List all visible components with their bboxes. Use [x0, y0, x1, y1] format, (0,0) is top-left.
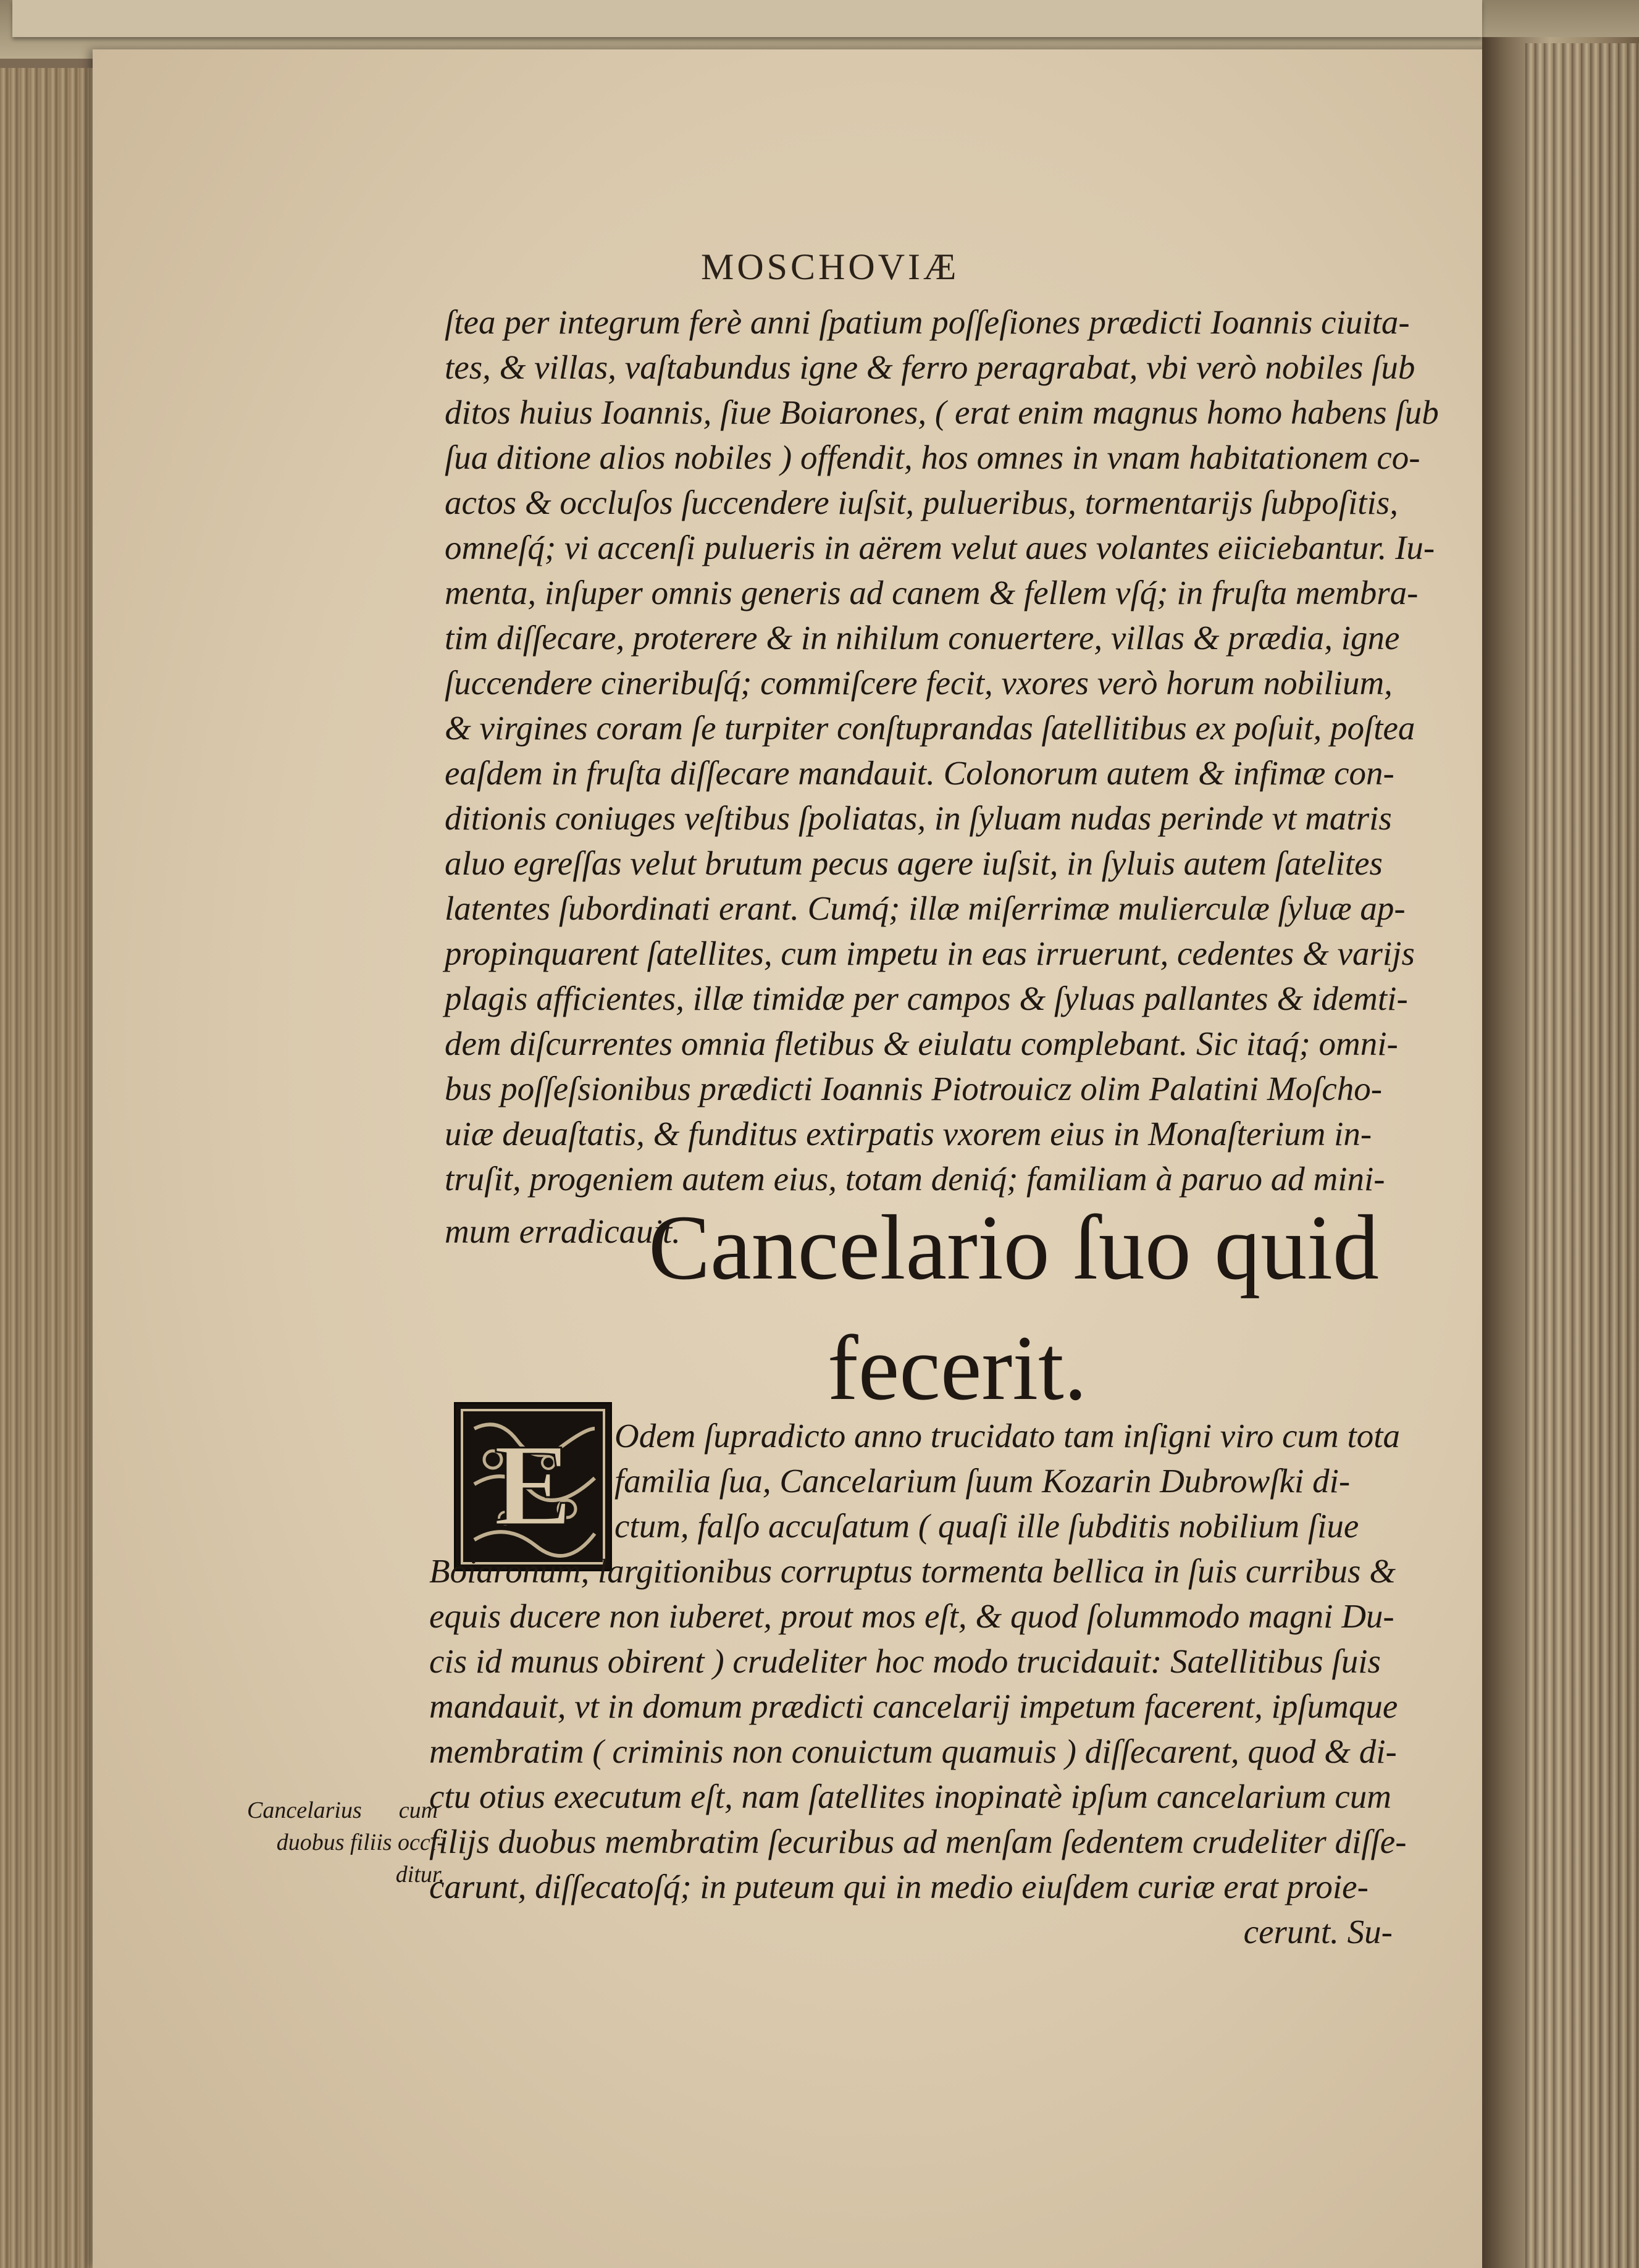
text-line: tim diſſecare, proterere & in nihilum conuertere, villas & prædia, igne — [445, 619, 1400, 657]
text-line: propinquarent ſatellites, cum impetu in eas irruerunt, cedentes & varijs — [445, 934, 1415, 972]
paragraph-line: mandauit, vt in domum prædicti cancelarij impetum facerent, ipſumque — [429, 1687, 1398, 1725]
text-line: plagis afficientes, illæ timidæ per campos & ſyluas pallantes & idemti- — [445, 980, 1408, 1017]
text-line: eaſdem in fruſta diſſecare mandauit. Colonorum autem & infimæ con- — [445, 754, 1394, 792]
text-line: ditionis coniuges veſtibus ſpoliatas, in ſyluam nudas perinde vt matris — [445, 799, 1392, 837]
paragraph-line: carunt, diſſecatoſq́; in puteum qui in medio eiuſdem curiæ erat proie- — [429, 1868, 1369, 1905]
body-text-block — [445, 300, 1439, 1254]
paragraph-line: membratim ( criminis non conuictum quamuis ) diſſecarent, quod & di- — [429, 1732, 1397, 1770]
facing-page-edge — [12, 0, 1482, 37]
paragraph-line: familia ſua, Cancelarium ſuum Kozarin Dubrowſki di- — [614, 1462, 1351, 1500]
margin-note-word: cum — [398, 1797, 438, 1823]
text-line: ſuccendere cineribuſq́; commiſcere fecit, vxores verò horum nobilium, — [445, 664, 1393, 702]
margin-note-line-1 — [247, 1794, 445, 1826]
text-line: ſtea per integrum ferè anni ſpatium poſſeſiones prædicti Ioannis ciuita- — [445, 303, 1410, 341]
text-line: bus poſſeſsionibus prædicti Ioannis Piotrouicz olim Palatini Moſcho- — [445, 1070, 1383, 1107]
catchword-line: cerunt. Su- — [1243, 1913, 1393, 1951]
margin-note — [247, 1794, 445, 1891]
text-line: tes, & villas, vaſtabundus igne & ferro peragrabat, vbi verò nobiles ſub — [445, 348, 1415, 386]
right-page-edges — [1525, 43, 1639, 2268]
paragraph-line: ctum, falſo accuſatum ( quaſi ille ſubditis nobilium ſiue — [614, 1507, 1359, 1545]
text-line: aluo egreſſas velut brutum pecus agere iuſsit, in ſyluis autem ſatelites — [445, 844, 1383, 882]
margin-note-word: Cancelarius — [247, 1797, 362, 1823]
text-line: dem diſcurrentes omnia fletibus & eiulatu complebant. Sic itaq́; omni- — [445, 1025, 1398, 1062]
text-line: menta, inſuper omnis generis ad canem & fellem vſq́; in fruſta membra- — [445, 574, 1419, 611]
margin-note-line-2: duobus filiis occi- — [276, 1829, 445, 1855]
paragraph-line: Odem ſupradicto anno trucidato tam inſigni viro cum tota — [614, 1417, 1401, 1455]
paragraph-line: Boiaronum, largitionibus corruptus tormenta bellica in ſuis curribus & — [429, 1552, 1396, 1590]
text-line: ditos huius Ioannis, ſiue Boiarones, ( erat enim magnus homo habens ſub — [445, 393, 1439, 431]
text-line: truſit, progeniem autem eius, totam deniq́; familiam à paruo ad mini- — [445, 1160, 1385, 1198]
section-heading-line-1: Cancelario ſuo quid — [648, 1196, 1380, 1299]
paragraph-line: filijs duobus membratim ſecuribus ad menſam ſedentem crudeliter diſſe- — [429, 1823, 1407, 1860]
initial-letter-glyph: E — [493, 1421, 572, 1550]
text-line: ſua ditione alios nobiles ) offendit, hos omnes in vnam habitationem co- — [445, 439, 1420, 476]
paragraph-line: equis ducere non iuberet, prout mos eſt, & quod ſolummodo magni Du- — [429, 1597, 1394, 1635]
running-head: MOSCHOVIÆ — [701, 246, 960, 287]
paragraph-block — [429, 1413, 1407, 1954]
section-heading-line-2: fecerit. — [827, 1317, 1088, 1419]
text-line: & virgines coram ſe turpiter conſtuprandas ſatellitibus ex poſuit, poſtea — [445, 709, 1415, 747]
text-line: uiæ deuaſtatis, & funditus extirpatis vxorem eius in Monaſterium in- — [445, 1115, 1372, 1153]
text-line: actos & occluſos ſuccendere iuſsit, pulueribus, tormentarijs ſubpoſitis, — [445, 484, 1398, 521]
text-line-last: mum erradicauit. — [445, 1212, 681, 1250]
paragraph-line: ctu otius executum eſt, nam ſatellites inopinatè ipſum cancelarium cum — [429, 1778, 1391, 1815]
text-line: latentes ſubordinati erant. Cumq́; illæ miſerrimæ mulierculæ ſyluæ ap- — [445, 889, 1406, 927]
margin-note-line-3: ditur. — [395, 1862, 445, 1888]
paragraph-line: cis id munus obirent ) crudeliter hoc modo trucidauit: Satellitibus ſuis — [429, 1642, 1381, 1680]
text-line: omneſq́; vi accenſi pulueris in aërem velut aues volantes eiiciebantur. Iu- — [445, 529, 1435, 566]
